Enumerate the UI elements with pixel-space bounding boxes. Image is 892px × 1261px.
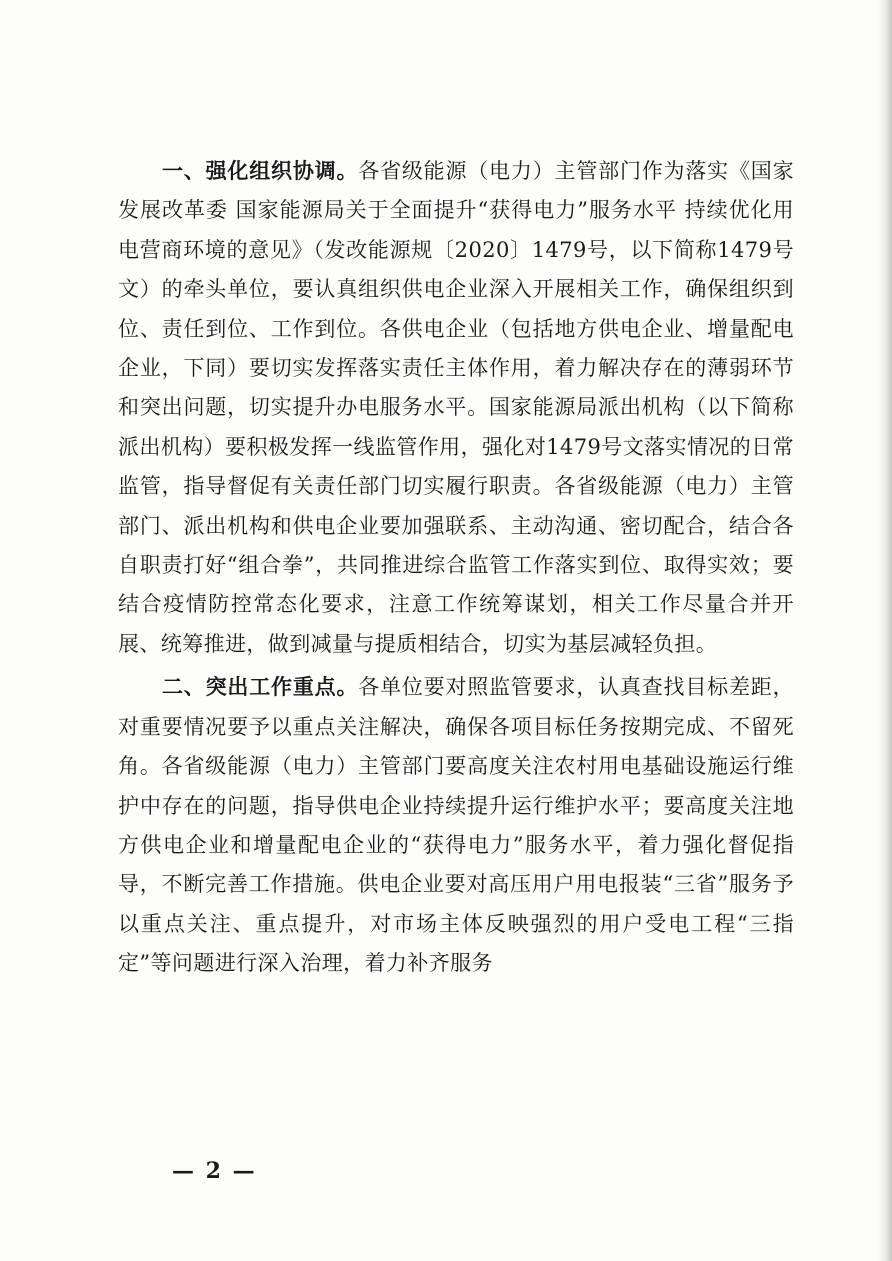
paragraph-1: [118, 152, 794, 664]
paragraph-1-heading: 一、强化组织协调。: [162, 159, 359, 183]
paragraph-2-heading: 二、突出工作重点。: [162, 675, 359, 700]
paragraph-2-text: 各单位要对照监管要求，认真查找目标差距，对重要情况要予以重点关注解决，确保各项目标任务按期完成、不留死角。各省级能源（电力）主管部门要高度关注农村用电基础设施运行维护中存在的问题，指导供电企业持续提升运行维护水平；要高度关注地方供电企业和增量配电企业的“获得电力”服务水平，着力强化督促指导，不断完善工作措施。供电企业要对高压用户用电报装“三省”服务予以重点关注、重点提升，对市场主体反映强烈的用户受电工程“三指定”等问题进行深入治理，着力补齐服务: [118, 675, 794, 976]
document-body: [118, 152, 794, 986]
page-edge-shadow: [878, 0, 892, 1261]
page-number: — 2 —: [172, 1158, 257, 1184]
paragraph-2: [118, 668, 794, 983]
paragraph-1-text: 各省级能源（电力）主管部门作为落实《国家发展改革委 国家能源局关于全面提升“获得电力”服务水平 持续优化用电营商环境的意见》（发改能源规〔2020〕1479号，以下简称1479号文）的牵头单位，要认真组织供电企业深入开展相关工作，确保组织到位、责任到位、工作到位。各供电企业（包括地方供电企业、增量配电企业，下同）要切实发挥落实责任主体作用，着力解决存在的薄弱环节和突出问题，切实提升办电服务水平。国家能源局派出机构（以下简称派出机构）要积极发挥一线监管作用，强化对1479号文落实情况的日常监管，指导督促有关责任部门切实履行职责。各省级能源（电力）主管部门、派出机构和供电企业要加强联系、主动沟通、密切配合，结合各自职责打好“组合拳”，共同推进综合监管工作落实到位、取得实效；要结合疫情防控常态化要求，注意工作统筹谋划，相关工作尽量合并开展、统筹推进，做到减量与提质相结合，切实为基层减轻负担。: [118, 159, 794, 656]
